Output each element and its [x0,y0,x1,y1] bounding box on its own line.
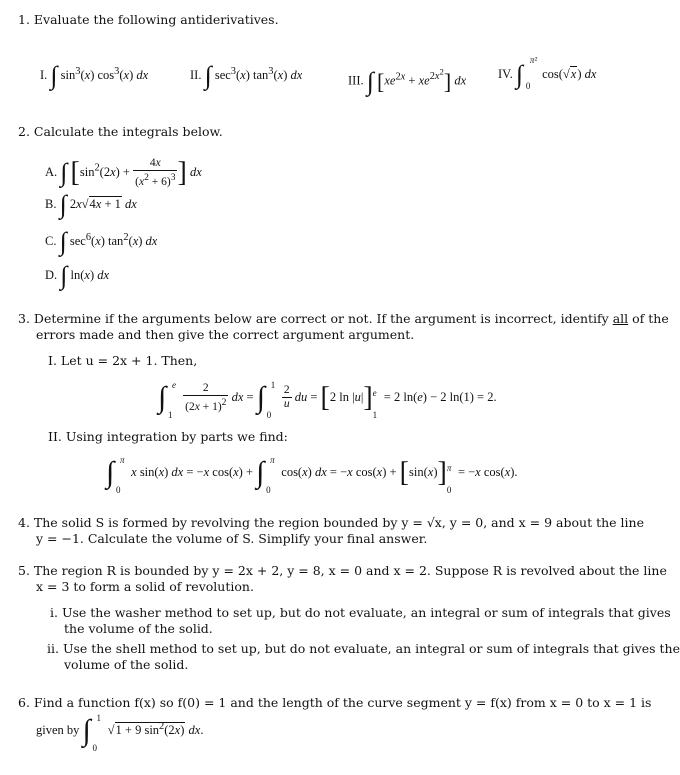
fraction: $\frac{4x}{(x^2 + 6)^3}$ [135,157,176,188]
integral-sign: ∫ [82,714,91,748]
q1-part-IV-label: IV. [498,66,513,81]
q5-part-i-line2: the volume of the solid. [64,621,213,636]
q4-number: 4. [18,515,30,530]
q5-line2: x = 3 to form a solid of revolution. [36,579,254,594]
q3-part-I-text: Let u = 2x + 1. Then, [60,353,198,368]
integral-sign: ∫ [256,456,265,489]
q2-part-B: B. ∫ 2x√4x + 1 dx [45,190,137,219]
q1-part-I: I. ∫ $\sin^3(x)$ $\cos^3(x)$ dx [40,61,149,91]
q3-II-equation: ∫ π 0 x sin(x) dx = −x cos(x) + ∫ π 0 cos(x) dx = −x cos(x) + [sin(x)] π 0 = −x cos(x). [106,455,518,495]
q3-part-II-text: Using integration by parts we find: [65,429,288,444]
q1-number: 1. [18,12,30,27]
q3-part-I-label: I. [48,353,57,368]
q5-part-ii [47,641,680,657]
q2-part-A: A. ∫ [$\sin^2(2x)$ + $\frac{4x}{(x^2 + 6)^3}$ ] dx [45,156,202,188]
q1-part-III: III. ∫ $[xe^{2x} + xe^{2x^2}]$ dx [348,66,467,96]
q2-part-A-label: A. [45,164,58,179]
q5-part-ii-line1: Use the shell method to set up, but do not evaluate, an integral or sum of integrals that gives the [62,641,680,656]
q5-line1 [18,563,667,579]
q2-text: Calculate the integrals below. [33,124,223,139]
q1-part-IV: IV. ∫ π² 0 cos(√x) dx [498,64,596,86]
q5-part-i-label: i. [50,605,58,620]
q3-part-I [48,353,197,369]
q1-IV-lower: 0 [525,81,531,91]
q5-part-i-line1: Use the washer method to set up, but do not evaluate, an integral or sum of integrals that gives [61,605,671,620]
integral-sign: ∫ [50,61,58,91]
integral-sign: ∫ [59,227,67,257]
q3-line1-pre: Determine if the arguments below are correct or not. If the argument is incorrect, identify [33,311,609,326]
q6-line2-pre: given by [36,723,80,738]
q3-number: 3. [18,311,30,326]
q2-part-C-label: C. [45,234,57,249]
integral-sign: ∫ [106,456,115,489]
q2-part-C: C. ∫ $\sec^6(x)$ $\tan^2(x)$ dx [45,227,158,257]
integral-sign: ∫ [256,380,265,414]
q6-number: 6. [18,695,30,710]
q3-line1-post: of the [632,311,669,326]
q6-line1-text: Find a function f(x) so f(0) = 1 and the length of the curve segment y = f(x) from x = 0 to x = 1 is [33,695,652,710]
integral-sign: ∫ [60,261,68,290]
q5-part-i [50,605,671,621]
q3-part-II-label: II. [48,429,62,444]
q1-statement [18,12,279,28]
q2-statement [18,124,223,140]
integral-sign: ∫ [204,61,212,91]
integral-sign: ∫ [60,157,68,187]
integral-sign: ∫ [158,380,167,414]
q1-part-III-label: III. [348,73,364,88]
q4-line2: y = −1. Calculate the volume of S. Simplify your final answer. [36,531,428,546]
integral-sign: ∫ [59,190,67,219]
q4-line1-text: The solid S is formed by revolving the region bounded by y = √x, y = 0, and x = 9 about the line [33,515,644,530]
q3-underlined-word: all [612,311,629,326]
q5-line1-text: The region R is bounded by y = 2x + 2, y = 8, x = 0 and x = 2. Suppose R is revolved about the line [33,563,667,578]
q5-number: 5. [18,563,30,578]
q6-line2: given by ∫ 1 0 √1 + 9 $\sin^2(2x)$ dx. [36,713,204,754]
q1-part-I-label: I. [40,68,48,83]
q2-part-B-label: B. [45,196,57,211]
q6-line1 [18,695,651,711]
q3-part-II [48,429,288,445]
q5-part-ii-line2: volume of the solid. [64,657,189,672]
q2-part-D-label: D. [45,267,58,282]
q3-line1 [18,311,669,327]
q1-text: Evaluate the following antiderivatives. [33,12,279,27]
q2-part-D: D. ∫ ln(x) dx [45,261,110,290]
q3-line2: errors made and then give the correct argument argument. [36,327,415,342]
integral-sign: ∫ [515,60,523,89]
q4-line1 [18,515,644,531]
q1-IV-upper: π² [529,55,538,65]
q2-number: 2. [18,124,30,139]
q1-part-II: II. ∫ $\sec^3(x)$ $\tan^3(x)$ dx [190,61,303,91]
q3-I-equation: ∫ e 1 $\frac{2}{(2x + 1)^2}$ dx = ∫ 1 0 $\frac{2}{u}$ du = [2 ln |u|] e 1 = 2 ln(e) − 2 ln(1) = 2. [158,379,497,420]
q5-part-ii-label: ii. [47,641,59,656]
integral-sign: ∫ [366,66,374,96]
q1-part-II-label: II. [190,68,202,83]
